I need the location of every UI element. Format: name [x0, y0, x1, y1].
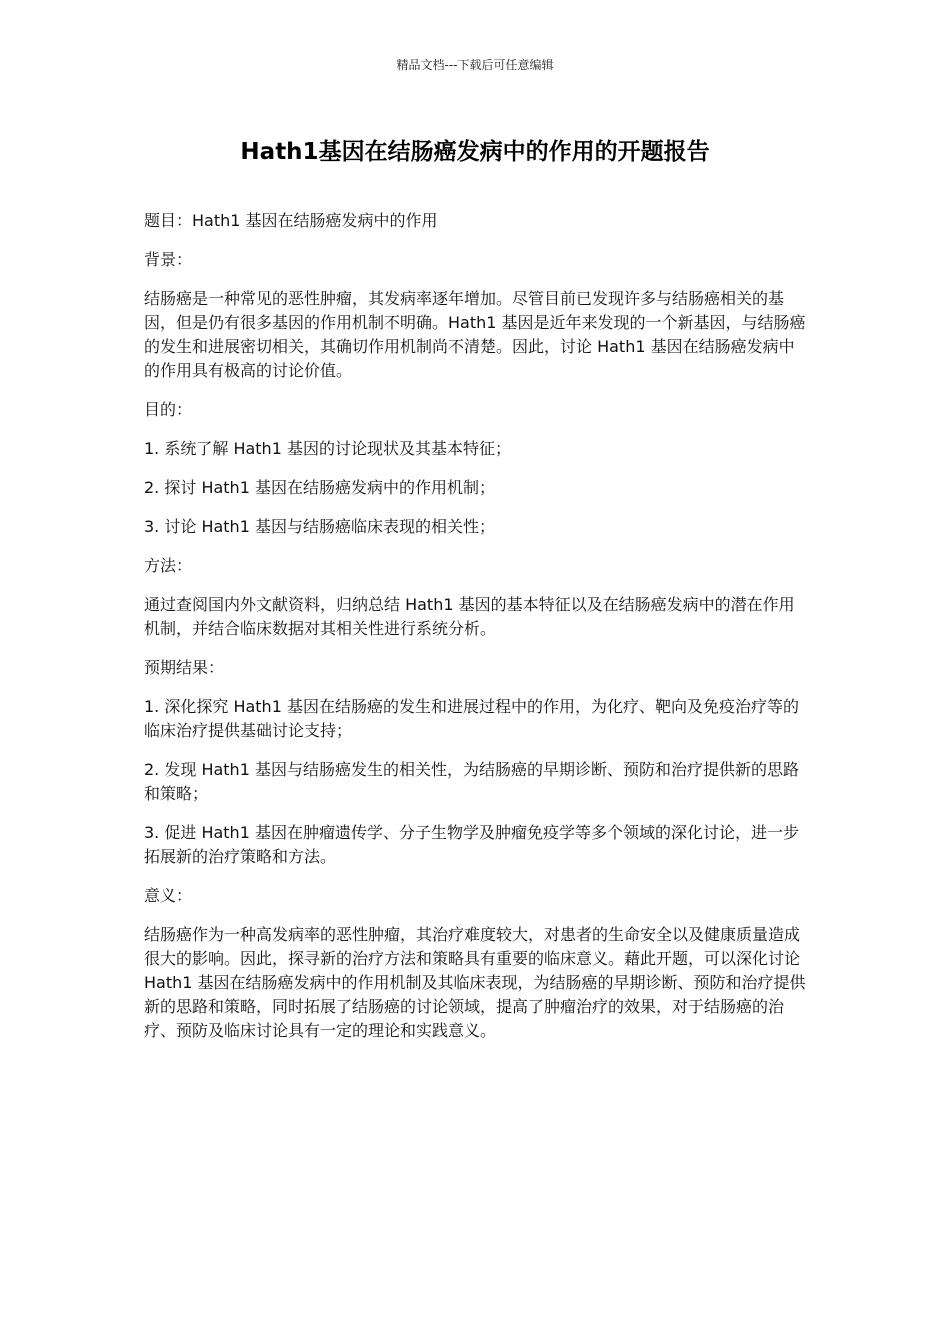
purpose-item: 2. 探讨 Hath1 基因在结肠癌发病中的作用机制；	[144, 478, 495, 497]
expected-result-item: 1. 深化探究 Hath1 基因在结肠癌的发生和进展过程中的作用，为化疗、靶向及免疫治疗等的临床治疗提供基础讨论支持；	[144, 697, 799, 740]
background-paragraph: 结肠癌是一种常见的恶性肿瘤，其发病率逐年增加。尽管目前已发现许多与结肠癌相关的基因，但是仍有很多基因的作用机制不明确。Hath1 基因是近年来发现的一个新基因，与结肠癌的发生和进展密切相关，其确切作用机制尚不清楚。因此，讨论 Hath1 基因在结肠癌发病中的作用具有极高的讨论价值。	[144, 289, 806, 380]
background-heading: 背景：	[144, 250, 193, 269]
topic-line: 题目：Hath1 基因在结肠癌发病中的作用	[144, 211, 438, 230]
expected-results-heading: 预期结果：	[144, 658, 225, 677]
significance-heading: 意义：	[144, 886, 193, 905]
significance-paragraph: 结肠癌作为一种高发病率的恶性肿瘤，其治疗难度较大，对患者的生命安全以及健康质量造成很大的影响。因此，探寻新的治疗方法和策略具有重要的临床意义。藉此开题，可以深化讨论 Hath1 基因在结肠癌发病中的作用机制及其临床表现，为结肠癌的早期诊断、预防和治疗提供新的思路和策略，同时拓展了结肠癌的讨论领域，提高了肿瘤治疗的效果，对于结肠癌的治疗、预防及临床讨论具有一定的理论和实践意义。	[144, 925, 806, 1040]
document-body	[144, 209, 810, 1058]
purpose-item: 1. 系统了解 Hath1 基因的讨论现状及其基本特征；	[144, 439, 511, 458]
purpose-heading: 目的：	[144, 400, 193, 419]
method-paragraph: 通过查阅国内外文献资料，归纳总结 Hath1 基因的基本特征以及在结肠癌发病中的潜在作用机制，并结合临床数据对其相关性进行系统分析。	[144, 595, 795, 638]
document-title: Hath1基因在结肠癌发病中的作用的开题报告	[240, 139, 710, 165]
purpose-item: 3. 讨论 Hath1 基因与结肠癌临床表现的相关性；	[144, 517, 495, 536]
header-note: 精品文档---下载后可任意编辑	[396, 58, 554, 72]
expected-result-item: 2. 发现 Hath1 基因与结肠癌发生的相关性，为结肠癌的早期诊断、预防和治疗提供新的思路和策略；	[144, 760, 799, 803]
expected-result-item: 3. 促进 Hath1 基因在肿瘤遗传学、分子生物学及肿瘤免疫学等多个领域的深化讨论，进一步拓展新的治疗策略和方法。	[144, 823, 799, 866]
method-heading: 方法：	[144, 556, 193, 575]
